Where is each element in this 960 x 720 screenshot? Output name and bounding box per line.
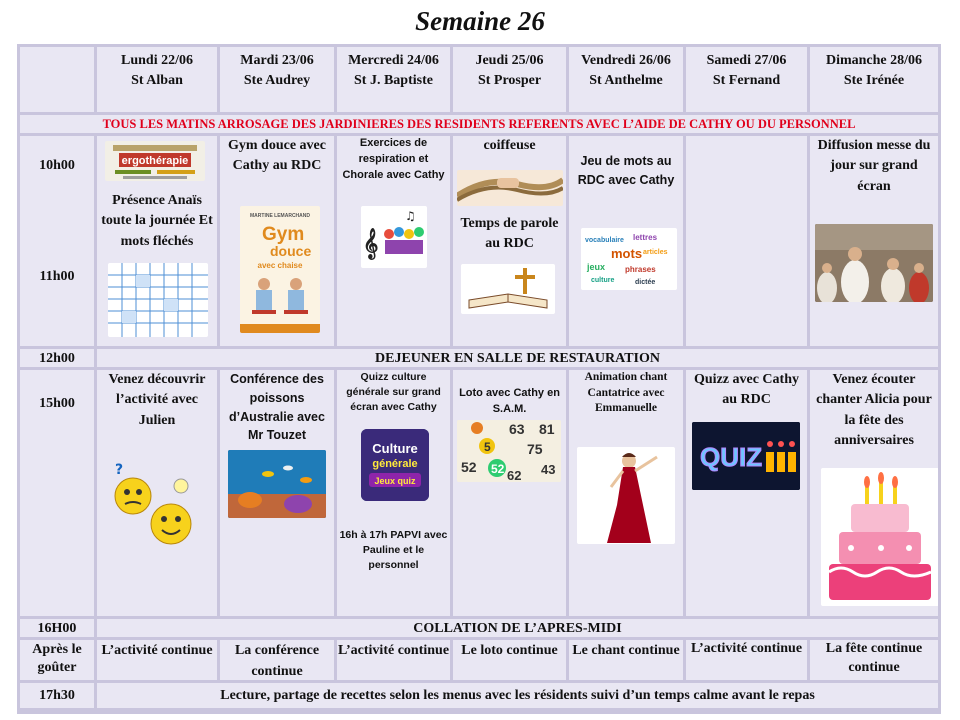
- birthday-cake-image: [821, 468, 938, 606]
- cloud-word: phrases: [625, 265, 656, 274]
- quiz-neon-word: QUIZ: [700, 442, 763, 472]
- corner-cell: [20, 47, 94, 112]
- mass-image: [815, 224, 933, 302]
- afternoon-sat: [686, 370, 807, 616]
- singer-image: [577, 447, 675, 544]
- afternoon-sun: [810, 370, 938, 616]
- after-fri: Le chant continue: [569, 640, 683, 680]
- after-thu: Le loto continue: [453, 640, 566, 680]
- afternoon-wed: [337, 370, 450, 616]
- morning-fri-text: Jeu de mots au RDC avec Cathy: [577, 154, 675, 187]
- cloud-word: vocabulaire: [585, 237, 624, 244]
- choir-image: [361, 206, 427, 268]
- loto-number: 52: [461, 459, 477, 475]
- cloud-word: articles: [643, 249, 668, 256]
- afternoon-fri-text: Animation chant Cantatrice avec Emmanuelle: [584, 371, 668, 415]
- morning-thu-text-2: Temps de parole au RDC: [460, 216, 559, 252]
- afternoon-mon: [97, 370, 217, 616]
- book-title-3: avec chaise: [257, 261, 303, 270]
- lunch-band: DEJEUNER EN SALLE DE RESTAURATION: [97, 349, 938, 367]
- book-title-1: Gym: [262, 224, 305, 245]
- loto-number: 43: [541, 462, 556, 477]
- book-author: MARTINE LEMARCHAND: [250, 213, 310, 219]
- time-12h: 12h00: [20, 349, 94, 367]
- afternoon-thu: [453, 370, 566, 616]
- morning-thu-text-1: coiffeuse: [483, 138, 536, 153]
- bible-image: [461, 264, 555, 314]
- saint-name: Ste Audrey: [243, 73, 311, 89]
- collation-band: COLLATION DE L’APRES-MIDI: [97, 619, 938, 637]
- cloud-word: culture: [591, 277, 615, 284]
- day-name: Jeudi 25/06: [475, 53, 544, 68]
- day-name: Mercredi 24/06: [348, 53, 439, 68]
- afternoon-sat-text: Quizz avec Cathy au RDC: [694, 372, 799, 408]
- saint-name: St J. Baptiste: [354, 73, 433, 89]
- afternoon-tue-text: Conférence des poissons d’Australie avec Mr Touzet: [229, 372, 325, 443]
- afternoon-wed-text: Quizz culture générale sur grand écran avec Cathy: [346, 371, 441, 414]
- morning-mon: [97, 136, 217, 346]
- after-sat: L’activité continue: [686, 640, 807, 680]
- word-cloud-image: [581, 228, 677, 290]
- morning-sun: [810, 136, 938, 346]
- morning-sun-text: Diffusion messe du jour sur grand écran: [817, 138, 931, 194]
- quiz-img-word-2: générale: [372, 458, 418, 470]
- day-header-wed: [337, 47, 450, 112]
- svg-text:?: ?: [115, 462, 124, 478]
- morning-time-cell: [20, 136, 94, 346]
- thinking-smiley-image: [107, 462, 203, 552]
- saint-name: St Alban: [131, 73, 183, 89]
- after-wed: L’activité continue: [337, 640, 450, 680]
- hairdresser-image: [457, 170, 563, 206]
- after-snack-label: Après le goûter: [20, 640, 94, 680]
- morning-wed: [337, 136, 450, 346]
- loto-number: 62: [507, 468, 522, 482]
- morning-mon-text: Présence Anaïs toute la journée Et mots fléchés: [101, 193, 213, 249]
- saint-name: St Prosper: [477, 73, 542, 89]
- loto-number: 75: [527, 441, 543, 457]
- time-10h: 10h00: [39, 158, 75, 173]
- afternoon-wed-extra: 16h à 17h PAPVI avec Pauline et le personnel: [339, 529, 448, 572]
- loto-number: 63: [509, 421, 525, 437]
- cloud-word: lettres: [633, 233, 658, 242]
- loto-number: 52: [491, 462, 505, 476]
- morning-fri: [569, 136, 683, 346]
- morning-wed-text: Exercices de respiration et Chorale avec Cathy: [342, 137, 445, 181]
- svg-text:𝄞: 𝄞: [363, 229, 379, 259]
- morning-sat: [686, 136, 807, 346]
- crossword-image: [108, 263, 208, 337]
- cloud-word: mots: [611, 246, 643, 261]
- quiz-neon-image: [692, 422, 800, 490]
- day-header-mon: [97, 47, 217, 112]
- morning-tue: [220, 136, 334, 346]
- saint-name: St Anthelme: [589, 73, 663, 89]
- svg-text:♫: ♫: [405, 209, 416, 223]
- cloud-word: dictée: [635, 279, 656, 286]
- ergotherapie-word: ergothérapie: [121, 155, 189, 167]
- bingo-image: [457, 420, 561, 482]
- day-header-fri: [569, 47, 683, 112]
- time-15h: 15h00: [39, 396, 75, 411]
- day-header-sun: [810, 47, 938, 112]
- cloud-word: jeux: [587, 262, 606, 272]
- afternoon-sun-text: Venez écouter chanter Alicia pour la fête des anniversaires: [816, 372, 932, 448]
- afternoon-tue: [220, 370, 334, 616]
- afternoon-time-cell: [20, 370, 94, 616]
- day-name: Mardi 23/06: [240, 53, 314, 68]
- saint-name: Ste Irénée: [843, 73, 905, 89]
- day-name: Vendredi 26/06: [581, 53, 671, 68]
- schedule-table: [17, 44, 941, 714]
- day-name: Samedi 27/06: [706, 53, 787, 68]
- afternoon-fri: [569, 370, 683, 616]
- after-mon: L’activité continue: [97, 640, 217, 680]
- quiz-img-word-1: Culture: [372, 441, 418, 456]
- watering-banner: TOUS LES MATINS ARROSAGE DES JARDINIERES DES RESIDENTS REFERENTS AVEC L’AIDE DE CATHY OU DU PERSONNEL: [20, 115, 938, 133]
- day-name: Dimanche 28/06: [825, 53, 923, 68]
- evening-band: Lecture, partage de recettes selon les menus avec les résidents suivi d’un temps calme avant le repas: [97, 683, 938, 708]
- afternoon-mon-text: Venez découvrir l’activité avec Julien: [108, 372, 206, 428]
- time-1730: 17h30: [20, 683, 94, 708]
- reef-fish-image: [228, 450, 326, 518]
- morning-thu: [453, 136, 566, 346]
- day-header-sat: [686, 47, 807, 112]
- quiz-img-word-3: Jeux quiz: [374, 476, 416, 486]
- day-header-tue: [220, 47, 334, 112]
- time-16h: 16H00: [20, 619, 94, 637]
- gym-book-image: [240, 206, 320, 333]
- loto-number: 81: [539, 421, 555, 437]
- after-sun: La fête continue continue: [810, 640, 938, 680]
- afternoon-thu-text: Loto avec Cathy en S.A.M.: [459, 387, 560, 415]
- day-header-thu: [453, 47, 566, 112]
- culture-quiz-image: [361, 429, 429, 501]
- morning-tue-text: Gym douce avec Cathy au RDC: [228, 138, 326, 174]
- loto-number: 5: [484, 440, 491, 454]
- after-tue: La conférence continue: [220, 640, 334, 680]
- ergotherapie-image: [105, 141, 205, 181]
- page-title: Semaine 26: [415, 6, 545, 36]
- saint-name: St Fernand: [712, 73, 781, 89]
- day-name: Lundi 22/06: [121, 53, 193, 68]
- time-11h: 11h00: [39, 269, 75, 284]
- book-title-2: douce: [270, 243, 312, 259]
